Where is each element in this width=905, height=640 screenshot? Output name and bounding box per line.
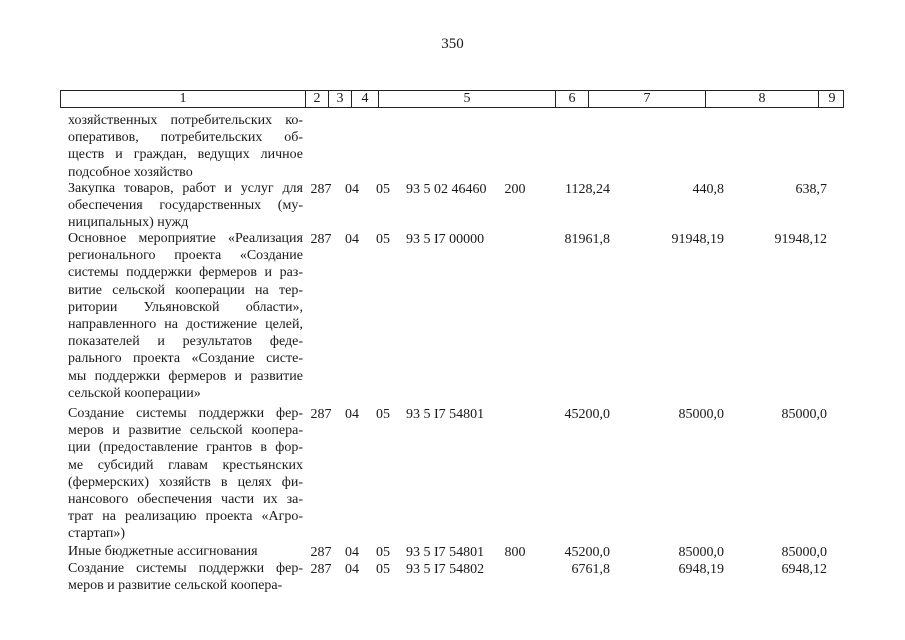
row-3-name-line: показателей и результатов феде-: [68, 334, 303, 350]
row-2-c5: 93 5 02 46460: [406, 182, 487, 197]
header-col-5: 5: [378, 91, 555, 107]
row-4-c8: 85000,0: [678, 407, 724, 422]
header-col-7: 7: [588, 91, 705, 107]
row-2-c6: 200: [504, 182, 526, 197]
header-col-1: 1: [179, 91, 187, 106]
row-3-c3: 04: [345, 232, 359, 247]
row-3-name-line: мы поддержки фермеров и развитие: [68, 368, 303, 384]
row-2-c8: 440,8: [692, 182, 724, 197]
row-3-c5: 93 5 I7 00000: [406, 232, 485, 247]
header-col-9: 9: [818, 91, 845, 107]
row-3-name-line: сельской кооперации»: [68, 385, 201, 401]
row-3-name-line: направленного на достижение целей,: [68, 317, 303, 332]
row-4-name-line: (фермерских) хозяйств в целях фи-: [68, 474, 303, 490]
row-2-c3: 04: [345, 182, 359, 197]
row-5-c2: 287: [310, 545, 332, 560]
row-3-name-line: витие сельской кооперации на тер-: [68, 282, 303, 298]
header-col-2: 2: [305, 91, 328, 107]
row-4-name-line: стартап»): [68, 526, 126, 542]
row-1-name-line: подсобное хозяйство: [68, 164, 193, 180]
row-2-c2: 287: [310, 182, 332, 197]
row-5-c6: 800: [504, 545, 526, 560]
row-5-c7: 45200,0: [564, 545, 610, 560]
row-4-c3: 04: [345, 407, 359, 422]
row-4-c9: 85000,0: [781, 407, 827, 422]
row-4-name-line: Создание системы поддержки фер-: [68, 406, 303, 421]
row-1-name-line: оперативов, потребительских об-: [68, 130, 303, 146]
row-4-c7: 45200,0: [564, 407, 610, 422]
row-4-name-line: ме субсидий главам крестьянских: [68, 457, 303, 473]
row-6-c7: 6761,8: [571, 562, 610, 577]
header-col-6: 6: [555, 91, 588, 107]
row-3-c9: 91948,12: [774, 232, 827, 247]
page-number: 350: [441, 36, 464, 52]
row-6-c4: 05: [376, 562, 390, 577]
row-6-c3: 04: [345, 562, 359, 577]
row-4-c5: 93 5 I7 54801: [406, 407, 485, 422]
row-1-name-line: хозяйственных потребительских ко-: [68, 113, 303, 128]
row-6-name-line: Создание системы поддержки фер-: [68, 561, 303, 576]
row-3-name-line: ритории Ульяновской области»,: [68, 299, 303, 315]
row-3-name-line: Основное мероприятие «Реализация: [68, 231, 303, 246]
row-6-c9: 6948,12: [781, 562, 827, 577]
row-1-name-line: ществ и граждан, ведущих личное: [68, 147, 303, 163]
row-4-name-line: меров и развитие сельской коопера-: [68, 423, 303, 439]
row-5-c8: 85000,0: [678, 545, 724, 560]
row-5-c5: 93 5 I7 54801: [406, 545, 485, 560]
row-4-name-line: ции (предоставление грантов в фор-: [68, 440, 303, 456]
row-3-name-line: системы поддержки фермеров и раз-: [68, 265, 303, 281]
row-6-c8: 6948,19: [678, 562, 724, 577]
row-6-name-line: меров и развитие сельской коопера-: [68, 578, 283, 594]
row-4-c2: 287: [310, 407, 332, 422]
row-2-name-line: обеспечения государственных (му-: [68, 198, 303, 214]
row-4-name-line: нансового обеспечения части их за-: [68, 492, 303, 507]
row-5-c3: 04: [345, 545, 359, 560]
row-5-c9: 85000,0: [781, 545, 827, 560]
row-3-name-line: регионального проекта «Создание: [68, 248, 303, 264]
row-2-name-line: Закупка товаров, работ и услуг для: [68, 181, 303, 196]
row-6-c5: 93 5 I7 54802: [406, 562, 485, 577]
row-2-c9: 638,7: [795, 182, 827, 197]
row-3-c4: 05: [376, 232, 390, 247]
row-3-c2: 287: [310, 232, 332, 247]
row-6-c2: 287: [310, 562, 332, 577]
row-5-c4: 05: [376, 545, 390, 560]
header-col-8: 8: [705, 91, 818, 107]
row-3-name-line: рального проекта «Создание систе-: [68, 351, 303, 367]
row-5-name-line: Иные бюджетные ассигнования: [68, 544, 258, 559]
row-3-c7: 81961,8: [564, 232, 610, 247]
header-col-4: 4: [351, 91, 378, 107]
row-2-c4: 05: [376, 182, 390, 197]
header-col-3: 3: [328, 91, 351, 107]
row-4-name-line: трат на реализацию проекта «Агро-: [68, 509, 303, 525]
row-4-c4: 05: [376, 407, 390, 422]
row-2-name-line: ниципальных) нужд: [68, 215, 189, 231]
row-2-c7: 1128,24: [565, 182, 610, 197]
table-header-row: [60, 90, 844, 108]
row-3-c8: 91948,19: [671, 232, 724, 247]
